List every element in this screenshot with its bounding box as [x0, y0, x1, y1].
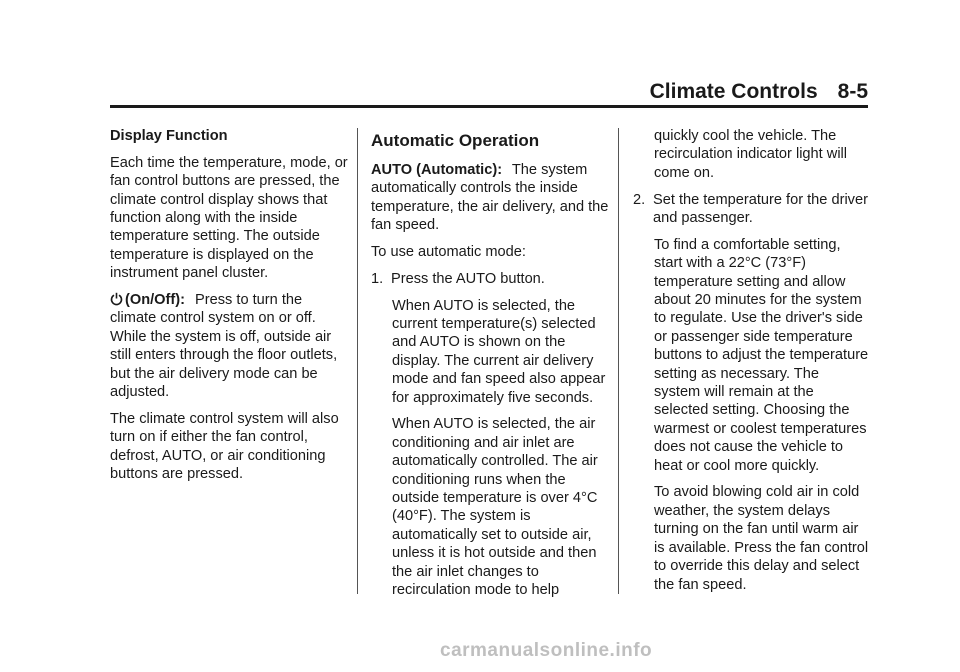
on-off-text: Press to turn the climate control system on or off. While the system is off, outside air still enters through the floor outlets, but the air delivery mode can be adjusted. — [110, 292, 338, 401]
step-2-detail-2: To avoid blowing cold air in cold weather, the system delays turning on the fan until warm air is available. Press the fan control to override this delay and select the fan speed. — [654, 484, 869, 593]
section-title: Climate Controls — [649, 80, 818, 103]
column-2 — [371, 127, 613, 608]
step-1-detail-2: When AUTO is selected, the air conditioning and air inlet are automatically controlled. The air conditioning runs when the outside temperature is over 4°C (40°F). The system is automatically set to outside air, unless it is hot outside and then the air inlet changes to recirculation mode to help — [392, 416, 598, 599]
auto-paragraph — [371, 161, 613, 235]
auto-mode-intro: To use automatic mode: — [371, 244, 526, 261]
column-divider-2 — [618, 128, 619, 594]
step-2-detail-1: To find a comfortable setting, start with a 22°C (73°F) temperature setting and allow about 20 minutes for the system to regulate. Use the driver's side or passenger side temperature buttons to adjust the temperature setting as necessary. The system will remain at the selected setting. Choosing the warmest or coolest temperatures does not cause the vehicle to heat or cool more quickly. — [654, 236, 869, 474]
page-number: 8-5 — [837, 80, 868, 103]
step-1-detail-1: When AUTO is selected, the current temperature(s) selected and AUTO is shown on the display. The current air delivery mode and fan speed also appear for approximately five seconds. — [392, 297, 606, 406]
step-2-number: 2. — [633, 191, 646, 208]
watermark: carmanualsonline.info — [440, 640, 653, 661]
column-1 — [110, 127, 348, 492]
step-2-text: Set the temperature for the driver and passenger. — [653, 191, 868, 227]
power-icon — [110, 292, 123, 306]
auto-text: The system automatically controls the inside temperature, the air delivery, and the fan speed. — [371, 162, 609, 234]
display-function-text: Each time the temperature, mode, or fan control buttons are pressed, the climate control display shows that function along with the inside temperature setting. The outside temperature is displayed on the instrument panel cluster. — [110, 154, 348, 282]
on-off-paragraph — [110, 291, 348, 401]
page-header — [650, 80, 868, 104]
header-rule — [110, 105, 868, 108]
column-divider-1 — [357, 128, 358, 594]
auto-on-text: The climate control system will also turn on if either the fan control, defrost, AUTO, or air conditioning buttons are pressed. — [110, 410, 339, 483]
step-1-text: Press the AUTO button. — [391, 270, 545, 287]
step-1-number: 1. — [371, 270, 384, 287]
on-off-term: (On/Off): — [125, 292, 185, 309]
auto-term: AUTO (Automatic): — [371, 162, 503, 178]
column-3 — [633, 127, 869, 602]
step-1-continued: quickly cool the vehicle. The recirculation indicator light will come on. — [654, 128, 848, 181]
automatic-operation-heading: Automatic Operation — [371, 131, 540, 150]
step-2 — [633, 191, 869, 228]
step-1 — [371, 270, 613, 288]
display-function-heading: Display Function — [110, 128, 228, 144]
